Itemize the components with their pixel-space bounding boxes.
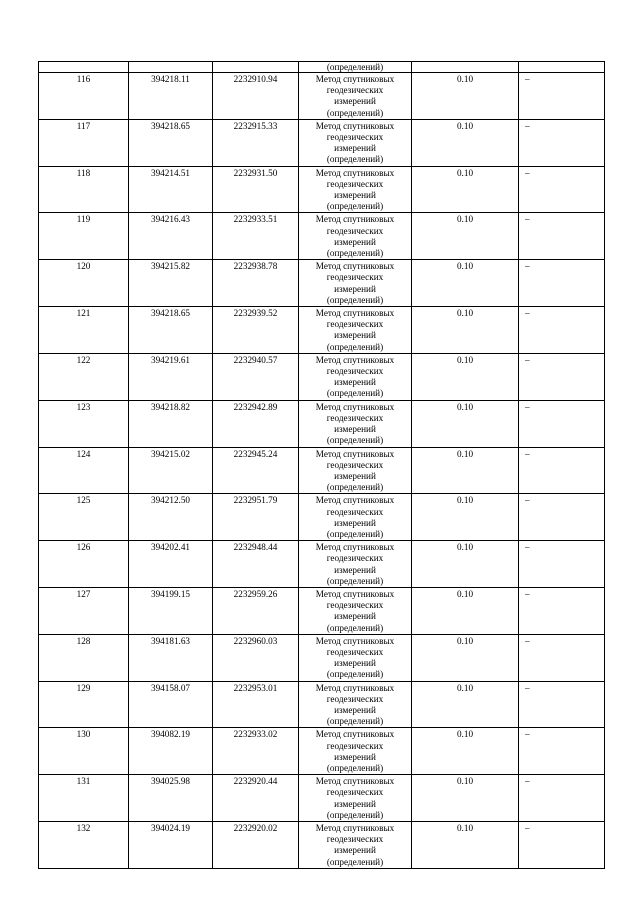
cell-point-number: 132 [39, 822, 129, 869]
method-line: геодезических [326, 693, 384, 704]
cell-y: 2232960.03 [213, 634, 299, 681]
cell-method [299, 541, 412, 588]
cell-note: – [519, 587, 605, 634]
table-row [39, 447, 605, 494]
cell-y: 2232940.57 [213, 353, 299, 400]
cell-accuracy: 0.10 [412, 166, 519, 213]
cell-note: – [519, 353, 605, 400]
continuation-row [39, 62, 605, 73]
cell-method [299, 447, 412, 494]
method-line: измерений [334, 96, 376, 107]
cell-method [299, 400, 412, 447]
method-line: геодезических [326, 740, 384, 751]
method-line: (определений) [326, 856, 384, 867]
cell-y: 2232910.94 [213, 73, 299, 120]
method-line: геодезических [326, 646, 384, 657]
cell-accuracy: 0.10 [412, 119, 519, 166]
method-line: Метод спутниковых [315, 214, 395, 225]
cell-x: 394219.61 [129, 353, 213, 400]
table-row [39, 166, 605, 213]
coordinates-table-body [39, 62, 605, 869]
cell-accuracy: 0.10 [412, 353, 519, 400]
cell-method [299, 775, 412, 822]
cell-point-number: 124 [39, 447, 129, 494]
cell-point-number: 120 [39, 260, 129, 307]
method-line: геодезических [326, 178, 384, 189]
cell-method [299, 119, 412, 166]
cell-method [299, 822, 412, 869]
method-line: измерений [334, 470, 376, 481]
method-line: Метод спутниковых [315, 495, 395, 506]
cell-y [213, 62, 299, 73]
cell-note: – [519, 166, 605, 213]
method-line: геодезических [326, 132, 384, 143]
cell-method [299, 307, 412, 354]
method-line: Метод спутниковых [315, 823, 395, 833]
cell-point-number: 131 [39, 775, 129, 822]
method-line: Метод спутниковых [315, 74, 395, 84]
method-line: измерений [334, 845, 376, 856]
cell-method [299, 728, 412, 775]
cell-x: 394082.19 [129, 728, 213, 775]
method-line: Метод спутниковых [315, 261, 395, 272]
cell-note: – [519, 260, 605, 307]
table-row [39, 119, 605, 166]
cell-accuracy: 0.10 [412, 541, 519, 588]
cell-method: (определений) [299, 62, 412, 73]
cell-note: – [519, 119, 605, 166]
cell-accuracy: 0.10 [412, 634, 519, 681]
method-line: измерений [334, 143, 376, 154]
cell-accuracy: 0.10 [412, 775, 519, 822]
method-line: Метод спутниковых [315, 167, 395, 178]
cell-method [299, 634, 412, 681]
cell-x: 394181.63 [129, 634, 213, 681]
table-row [39, 307, 605, 354]
cell-x: 394218.11 [129, 73, 213, 120]
method-line: (определений) [326, 622, 384, 633]
method-line: Метод спутниковых [315, 120, 395, 131]
table-row [39, 634, 605, 681]
cell-x: 394158.07 [129, 681, 213, 728]
cell-x: 394218.65 [129, 307, 213, 354]
cell-point-number: 128 [39, 634, 129, 681]
table-row [39, 400, 605, 447]
cell-x: 394215.02 [129, 447, 213, 494]
table-row [39, 681, 605, 728]
cell-note [519, 62, 605, 73]
method-line: измерений [334, 377, 376, 388]
cell-note: – [519, 400, 605, 447]
cell-y: 2232959.26 [213, 587, 299, 634]
method-line: измерений [334, 424, 376, 435]
cell-accuracy: 0.10 [412, 681, 519, 728]
cell-y: 2232951.79 [213, 494, 299, 541]
cell-point-number: 126 [39, 541, 129, 588]
cell-point-number: 125 [39, 494, 129, 541]
method-line: (определений) [326, 201, 384, 212]
method-line: (определений) [326, 294, 384, 305]
method-line: измерений [334, 330, 376, 341]
method-line: геодезических [326, 412, 384, 423]
cell-note: – [519, 447, 605, 494]
method-line: измерений [334, 236, 376, 247]
cell-note: – [519, 541, 605, 588]
method-line: (определений) [326, 762, 384, 773]
method-line: геодезических [326, 459, 384, 470]
cell-note: – [519, 73, 605, 120]
cell-method [299, 213, 412, 260]
method-line: измерений [334, 751, 376, 762]
cell-note: – [519, 307, 605, 354]
method-line: Метод спутниковых [315, 682, 395, 693]
method-line: (определений) [326, 388, 384, 399]
method-line: измерений [334, 283, 376, 294]
method-line: Метод спутниковых [315, 401, 395, 412]
method-line: Метод спутниковых [315, 448, 395, 459]
cell-method [299, 587, 412, 634]
method-line: измерений [334, 190, 376, 201]
cell-x: 394025.98 [129, 775, 213, 822]
cell-x: 394218.65 [129, 119, 213, 166]
method-line: геодезических [326, 319, 384, 330]
cell-y: 2232938.78 [213, 260, 299, 307]
cell-point-number: 130 [39, 728, 129, 775]
method-line: (определений) [326, 341, 384, 352]
table-row [39, 213, 605, 260]
cell-x: 394214.51 [129, 166, 213, 213]
cell-accuracy: 0.10 [412, 822, 519, 869]
method-line: (определений) [326, 669, 384, 680]
cell-y: 2232948.44 [213, 541, 299, 588]
method-line: (определений) [326, 107, 384, 118]
method-line: геодезических [326, 787, 384, 798]
cell-note: – [519, 634, 605, 681]
cell-point-number: 123 [39, 400, 129, 447]
cell-point-number: 129 [39, 681, 129, 728]
table-row [39, 73, 605, 120]
cell-method [299, 73, 412, 120]
cell-accuracy: 0.10 [412, 447, 519, 494]
cell-accuracy: 0.10 [412, 213, 519, 260]
cell-method [299, 681, 412, 728]
cell-x: 394216.43 [129, 213, 213, 260]
cell-note: – [519, 775, 605, 822]
cell-x: 394212.50 [129, 494, 213, 541]
method-line: геодезических [326, 366, 384, 377]
table-row [39, 541, 605, 588]
cell-x: 394218.82 [129, 400, 213, 447]
cell-y: 2232939.52 [213, 307, 299, 354]
method-line: (определений) [326, 575, 384, 586]
cell-y: 2232953.01 [213, 681, 299, 728]
cell-point-number: 116 [39, 73, 129, 120]
method-line: Метод спутниковых [315, 308, 395, 319]
cell-accuracy: 0.10 [412, 307, 519, 354]
method-line: измерений [334, 704, 376, 715]
table-row [39, 494, 605, 541]
cell-method [299, 494, 412, 541]
cell-point-number: 118 [39, 166, 129, 213]
cell-x: 394202.41 [129, 541, 213, 588]
table-row [39, 775, 605, 822]
cell-y: 2232920.02 [213, 822, 299, 869]
cell-x: 394024.19 [129, 822, 213, 869]
cell-accuracy: 0.10 [412, 494, 519, 541]
method-line: измерений [334, 798, 376, 809]
cell-note: – [519, 728, 605, 775]
cell-accuracy: 0.10 [412, 400, 519, 447]
cell-method [299, 166, 412, 213]
method-line: геодезических [326, 85, 384, 96]
cell-accuracy: 0.10 [412, 728, 519, 775]
cell-method [299, 260, 412, 307]
method-line: Метод спутниковых [315, 776, 395, 787]
method-line: Метод спутниковых [315, 588, 395, 599]
table-row [39, 260, 605, 307]
method-line: геодезических [326, 272, 384, 283]
cell-accuracy: 0.10 [412, 587, 519, 634]
cell-method [299, 353, 412, 400]
cell-point-number: 119 [39, 213, 129, 260]
table-row [39, 587, 605, 634]
cell-x: 394199.15 [129, 587, 213, 634]
cell-x [129, 62, 213, 73]
cell-point-number: 127 [39, 587, 129, 634]
cell-point-number: 122 [39, 353, 129, 400]
method-line: Метод спутниковых [315, 635, 395, 646]
cell-note: – [519, 681, 605, 728]
method-line: измерений [334, 611, 376, 622]
method-line: Метод спутниковых [315, 354, 395, 365]
cell-note: – [519, 822, 605, 869]
method-line: (определений) [326, 154, 384, 165]
method-line: измерений [334, 564, 376, 575]
method-line: геодезических [326, 553, 384, 564]
method-line: геодезических [326, 834, 384, 845]
method-line: геодезических [326, 506, 384, 517]
method-line: (определений) [326, 716, 384, 727]
method-line: измерений [334, 658, 376, 669]
table-row [39, 353, 605, 400]
method-line: геодезических [326, 600, 384, 611]
cell-y: 2232945.24 [213, 447, 299, 494]
cell-point-number [39, 62, 129, 73]
method-line: (определений) [326, 482, 384, 493]
method-line: (определений) [326, 435, 384, 446]
cell-note: – [519, 494, 605, 541]
cell-point-number: 121 [39, 307, 129, 354]
coordinates-table [38, 61, 605, 869]
method-line: Метод спутниковых [315, 542, 395, 553]
cell-y: 2232942.89 [213, 400, 299, 447]
method-line: (определений) [326, 809, 384, 820]
cell-accuracy: 0.10 [412, 260, 519, 307]
cell-point-number: 117 [39, 119, 129, 166]
cell-y: 2232931.50 [213, 166, 299, 213]
table-row [39, 728, 605, 775]
cell-x: 394215.82 [129, 260, 213, 307]
cell-y: 2232933.51 [213, 213, 299, 260]
cell-y: 2232915.33 [213, 119, 299, 166]
method-line: измерений [334, 517, 376, 528]
cell-y: 2232933.02 [213, 728, 299, 775]
cell-y: 2232920.44 [213, 775, 299, 822]
cell-accuracy: 0.10 [412, 73, 519, 120]
table-row [39, 822, 605, 869]
cell-accuracy [412, 62, 519, 73]
method-line: (определений) [326, 528, 384, 539]
method-line: геодезических [326, 225, 384, 236]
method-line: (определений) [326, 248, 384, 259]
method-line: Метод спутниковых [315, 729, 395, 740]
cell-note: – [519, 213, 605, 260]
